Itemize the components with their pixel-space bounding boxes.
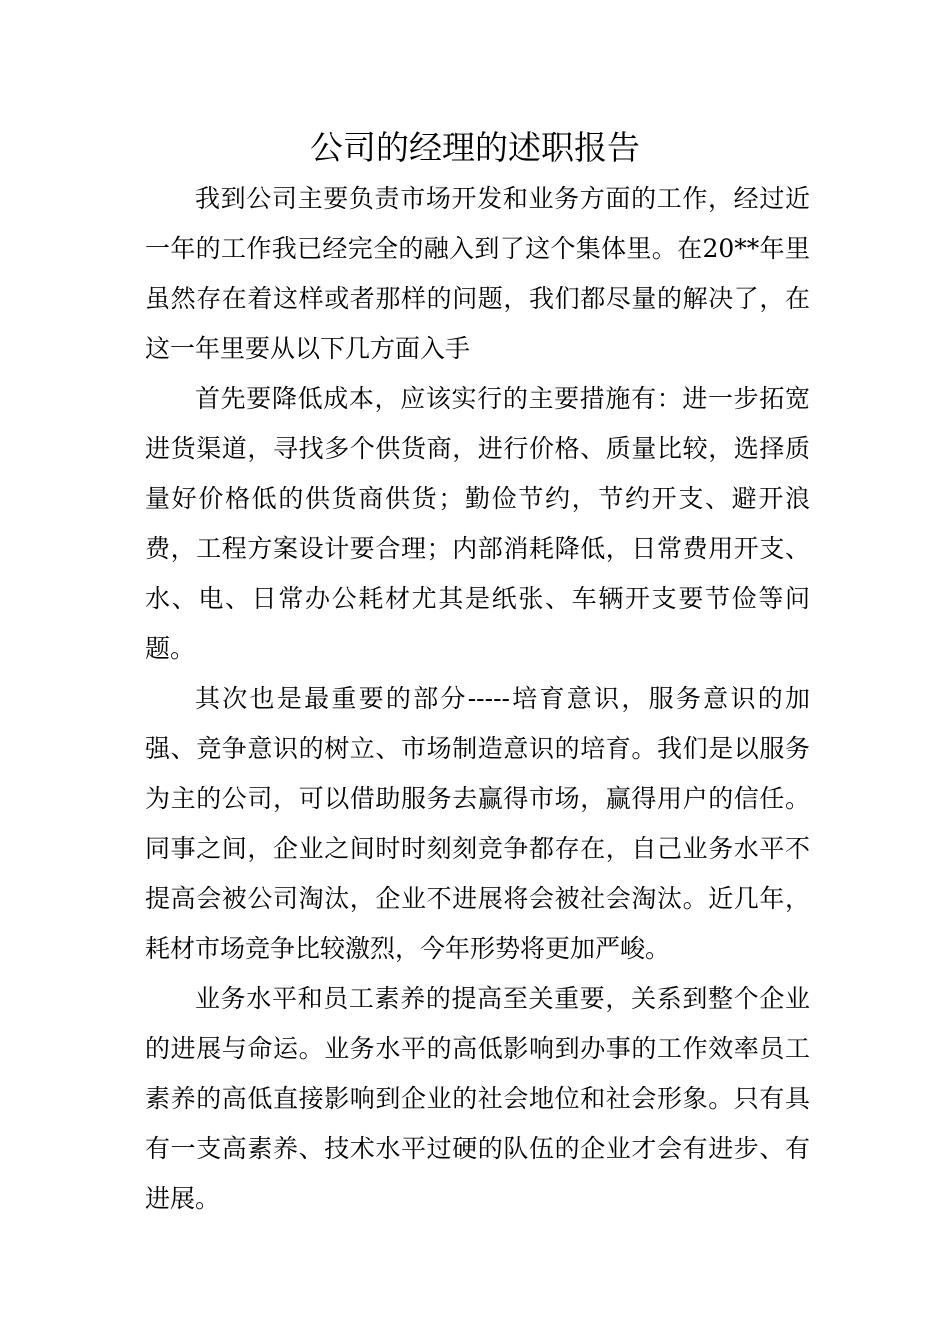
document-title: 公司的经理的述职报告 [310,128,640,167]
paragraph-4: 业务水平和员工素养的提高至关重要，关系到整个企业的进展与命运。业务水平的高低影响到办事的工作效率员工素养的高低直接影响到企业的社会地位和社会形象。只有具有一支高素养、技术水平过硬的队伍的企业才会有进步、有进展。 [145,984,810,1213]
document-body [145,174,810,1224]
paragraph-2: 首先要降低成本，应该实行的主要措施有：进一步拓宽进货渠道，寻找多个供货商，进行价格、质量比较，选择质量好价格低的供货商供货；勤俭节约，节约开支、避开浪费，工程方案设计要合理；内部消耗降低，日常费用开支、水、电、日常办公耗材尤其是纸张、车辆开支要节俭等问题。 [145,384,810,663]
paragraph-3: 其次也是最重要的部分-----培育意识，服务意识的加强、竞争意识的树立、市场制造意识的培育。我们是以服务为主的公司，可以借助服务去赢得市场，赢得用户的信任。同事之间，企业之间时时刻刻竞争都存在，自己业务水平不提高会被公司淘汰，企业不进展将会被社会淘汰。近几年，耗材市场竞争比较激烈，今年形势将更加严峻。 [145,684,810,963]
paragraph-1: 我到公司主要负责市场开发和业务方面的工作，经过近一年的工作我已经完全的融入到了这个集体里。在20**年里虽然存在着这样或者那样的问题，我们都尽量的解决了，在这一年里要从以下几方面入手 [145,184,810,363]
